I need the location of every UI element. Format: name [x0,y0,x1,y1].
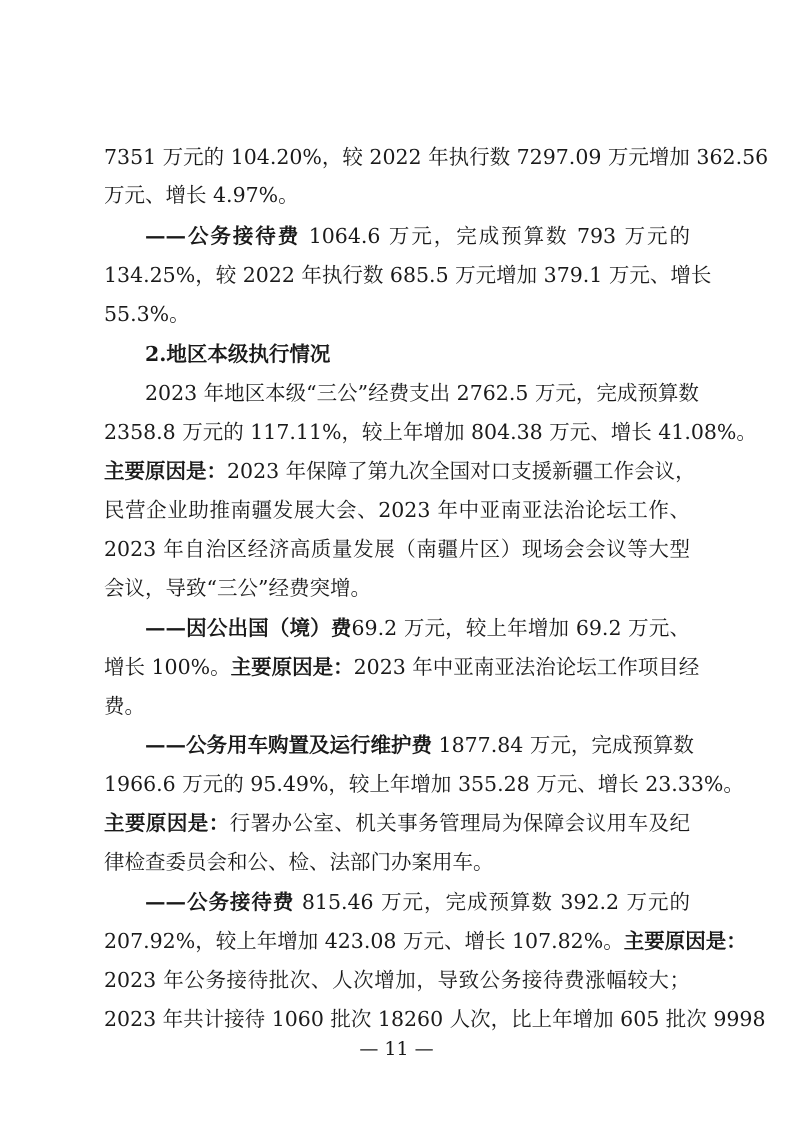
paragraph-line: 主要原因是：2023 年保障了第九次全国对口支援新疆工作会议， [104,459,696,483]
paragraph-line: 2023 年自治区经济高质量发展（南疆片区）现场会会议等大型 [104,537,690,561]
paragraph-line: 会议，导致“三公”经费突增。 [104,576,371,600]
paragraph-line: ——公务接待费 815.46 万元，完成预算数 392.2 万元的 [145,890,691,914]
bold-label: 主要原因是： [230,655,354,679]
paragraph-line: 费。 [104,694,145,718]
bold-label: 主要原因是： [104,811,230,835]
paragraph-line: 1966.6 万元的 95.49%，较上年增加 355.28 万元、增长 23.33%。 [104,772,744,796]
paragraph-line: 7351 万元的 104.20%，较 2022 年执行数 7297.09 万元增加 362.56 [104,145,769,169]
paragraph-line: 2023 年公务接待批次、人次增加，导致公务接待费涨幅较大； [104,968,690,992]
paragraph-line: ——公务用车购置及运行维护费 1877.84 万元，完成预算数 [145,733,694,757]
section-heading: 2.地区本级执行情况 [145,342,331,366]
bold-label: 主要原因是： [104,459,227,483]
paragraph-line: 增长 100%。主要原因是：2023 年中亚南亚法治论坛工作项目经 [104,655,700,679]
paragraph-line: 134.25%，较 2022 年执行数 685.5 万元增加 379.1 万元、增长 [104,263,712,287]
paragraph-line: 2023 年地区本级“三公”经费支出 2762.5 万元，完成预算数 [145,381,699,405]
paragraph-line: 主要原因是：行署办公室、机关事务管理局为保障会议用车及纪 [104,811,691,835]
page-number: — 11 — [359,1038,434,1060]
bold-label: 主要原因是： [623,929,747,953]
paragraph-line: 民营企业助推南疆发展大会、2023 年中亚南亚法治论坛工作、 [104,498,690,522]
paragraph-line: 2358.8 万元的 117.11%，较上年增加 804.38 万元、增长 41.08%。 [104,420,757,444]
bold-label: ——公务接待费 [145,890,295,914]
paragraph-line: 207.92%，较上年增加 423.08 万元、增长 107.82%。主要原因是： [104,929,747,953]
paragraph-line: 2023 年共计接待 1060 批次 18260 人次，比上年增加 605 批次 9998 [104,1007,766,1031]
paragraph-line: 律检查委员会和公、检、法部门办案用车。 [104,850,494,874]
paragraph-line: ——公务接待费 1064.6 万元，完成预算数 793 万元的 [145,224,690,248]
bold-label: ——公务用车购置及运行维护费 [145,733,432,757]
paragraph-line: 55.3%。 [104,302,190,326]
bold-label: ——因公出国（境）费 [145,616,352,640]
paragraph-line: 万元、增长 4.97%。 [104,183,299,207]
bold-label: ——公务接待费 [145,224,301,248]
paragraph-line: ——因公出国（境）费69.2 万元，较上年增加 69.2 万元、 [145,616,690,640]
